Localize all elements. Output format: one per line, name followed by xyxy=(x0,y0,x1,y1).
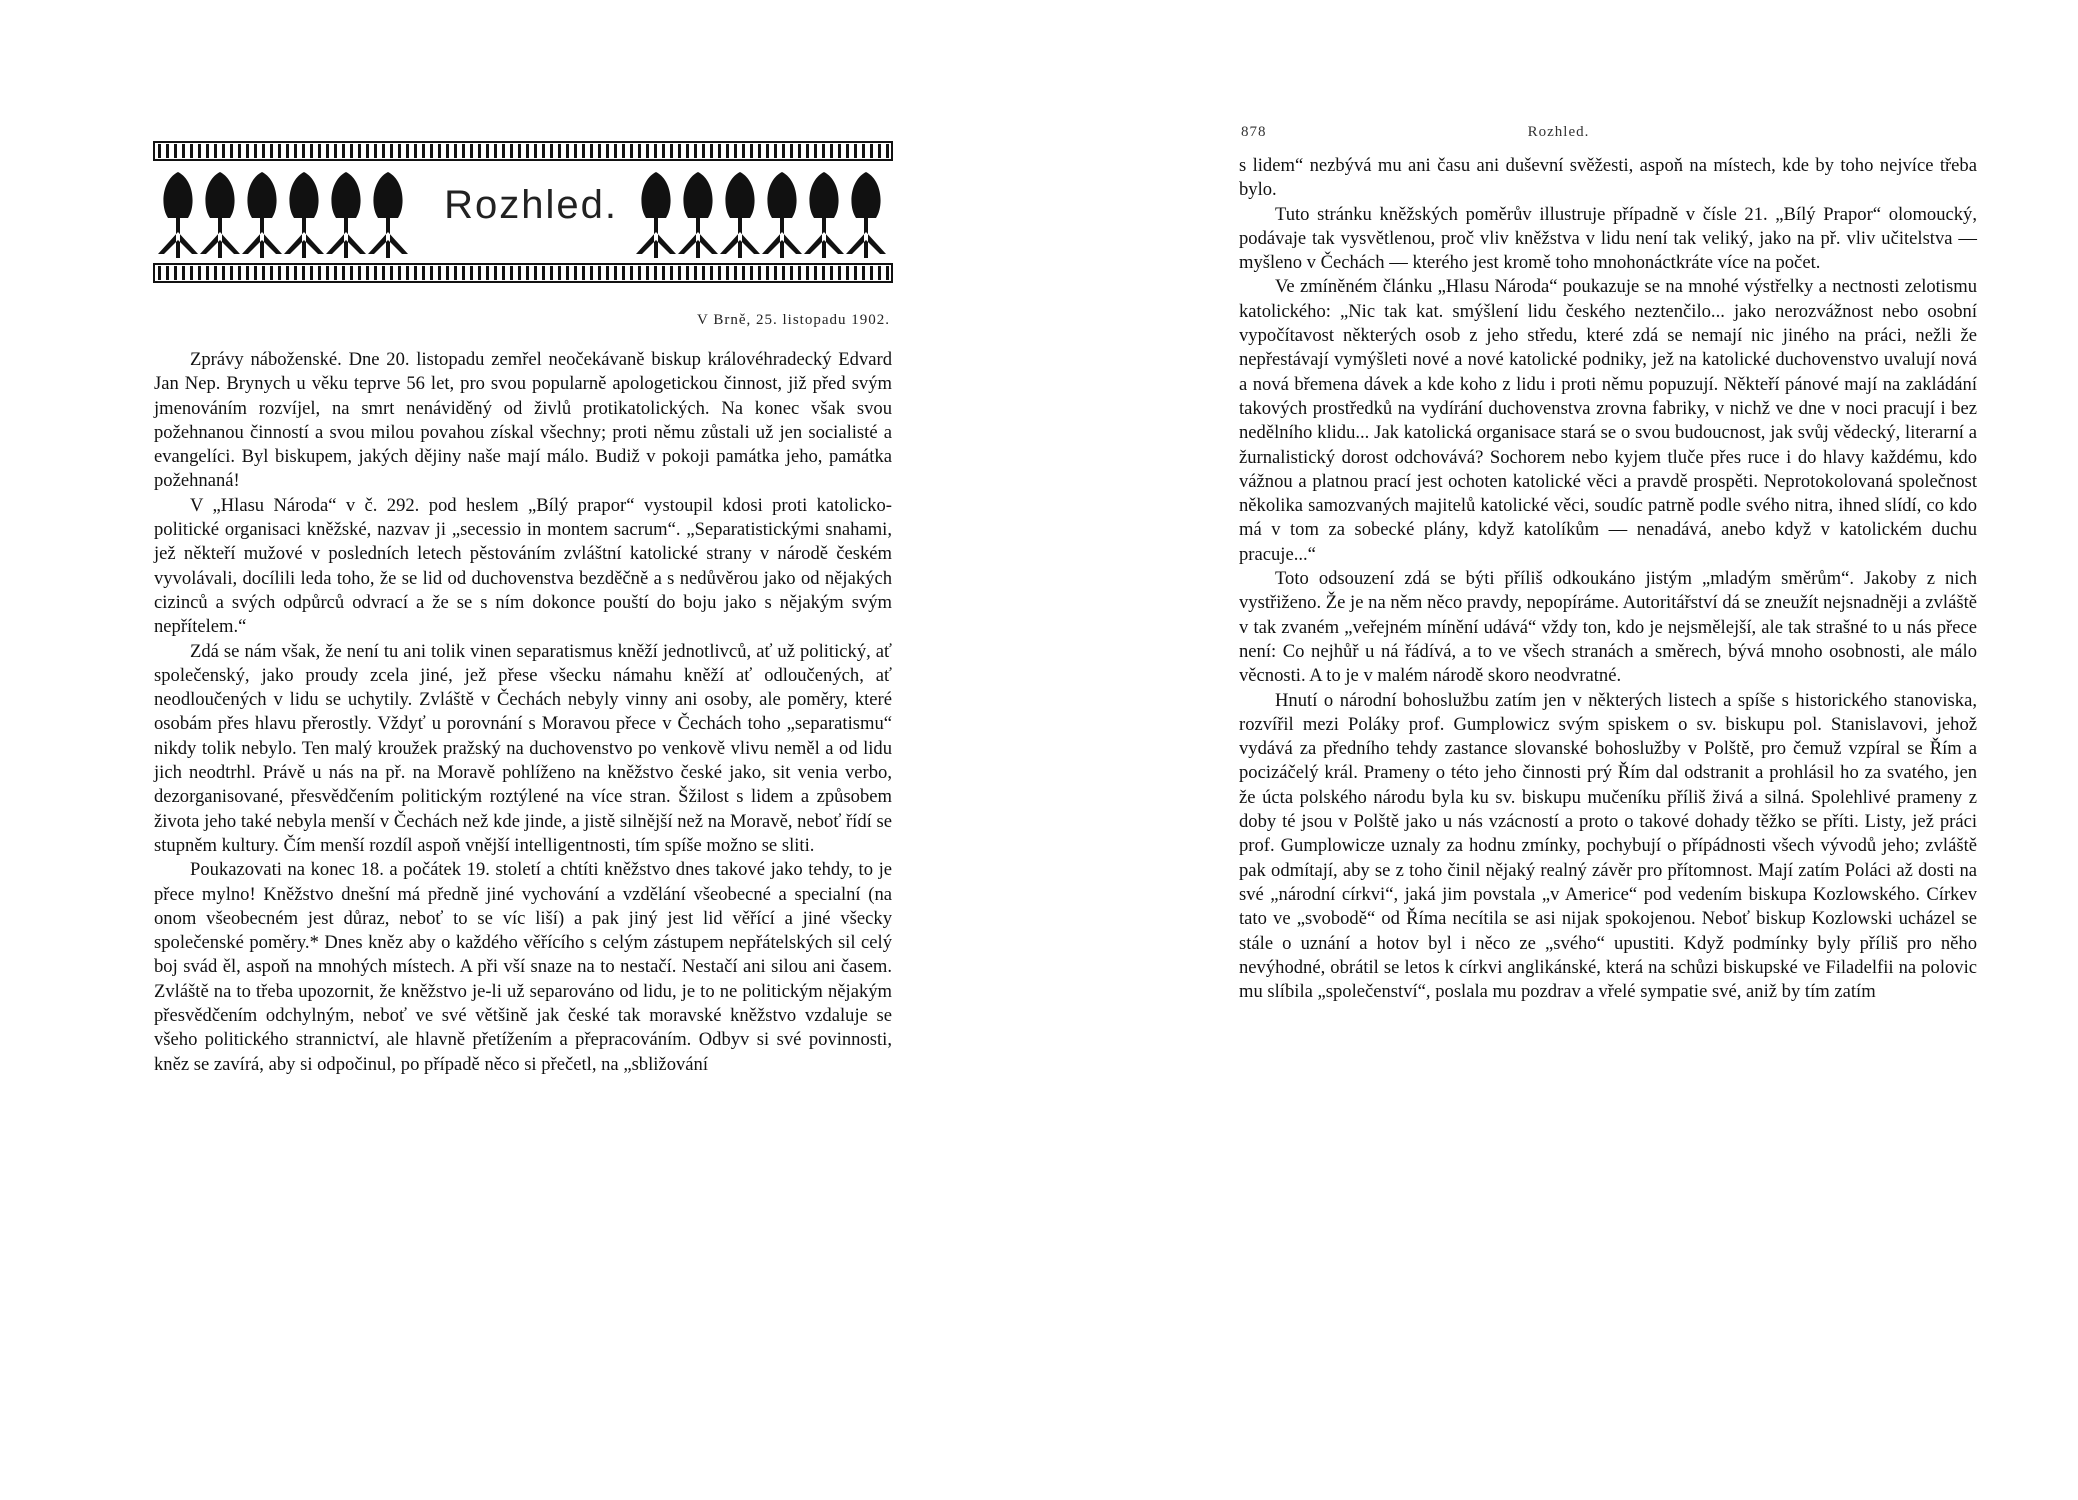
right-column-text xyxy=(1239,154,1977,1004)
paragraph: Ve zmíněném článku „Hlasu Národa“ poukazuje se na mnohé výstřelky a nectnosti zelotismu katolického: „Nic tak kat. smýšlení lidu českého neztenčilo... jako nerozvážnost nebo osobní vypočítavost některých osob z jeho středu, které zdá se nemají nic jiného na práci, nežli že nepřestávají vymýšleti nové a nové katolické podniky, jež na katolické duchovenstvo uvalují nová a nová břemena dávek a kde koho z lidu i proti němu popuzují. Někteří pánové mají na zakládání takových prostředků na vydírání duchovenstva zrovna fabriky, v nichž ve dne v noci pracují i bez nedělního klidu... Jak katolická organisace stará se o svou budoucnost, jak svůj vědecký, literarní a žurnalistický dorost odchovává? Sochorem nebo kyjem tluče přes ruce i do hlavy každému, kdo vážnou a platnou prací jest ochoten katolické věci a pravdě prospěti. Neprotokolovaná společnost několika samozvaných majitelů katolické věci, soudíc patrně podle svého nitra, ihned slídí, co kdo má v tom za sobecké plány, když katolíkům — nenadává, anebo když v katolickém duchu pracuje...“ xyxy=(1239,276,1977,565)
left-column-text xyxy=(154,348,892,1077)
paragraph: Toto odsouzení zdá se býti příliš odkoukáno jistým „mladým směrům“. Jakoby z nich vystřiženo. Že je na něm něco pravdy, nepopíráme. Autoritářství dá se zneužít nejsnadněji a zvláště v tak zvaném „veřejném mínění udává“ vždy ton, kdo je nejsmělejší, ale tak strašné to u nás přece není: Co nejhůř u ná řádívá, a to ve všech stranách a směrech, bývá mnoho osobnosti, ale málo věcnosti. A to je v malém národě skoro neodvratné. xyxy=(1239,568,1977,687)
right-page xyxy=(1039,0,2078,1500)
paragraph: Poukazovati na konec 18. a počátek 19. století a chtíti kněžstvo dnes takové jako tehdy, to je přece mylno! Kněžstvo dnešní má předně jiné vychování a vzdělání všeobecné a specialní (na onom všeobecném jest důraz, neboť to se víc liší) a pak jiný jest lid věřící a jiné všecky společenské poměry.* Dnes kněz aby o každého věřícího s celým zástupem nepřátelských sil celý boj svád ěl, aspoň na mnohých místech. A při vší snaze na to nestačí. Nestačí ani silou ani časem. Zvláště na to třeba upozornit, že kněžstvo je-li už separováno od lidu, je to ne politickým nějakým přesvědčením odchylným, neboť ve své většině jak české tak moravské kněžstvo vzdaluje se všeho politického strannictví, ale hlavně přetížením a přepracováním. Odbyv si své povinnosti, kněz se zavírá, aby si odpočinul, po případě něco si přečetl, na „sbližování xyxy=(154,859,892,1075)
paragraph: V „Hlasu Národa“ v č. 292. pod heslem „Bílý prapor“ vystoupil kdosi proti katolicko-politické organisaci kněžské, nazvav ji „secessio in montem sacrum“. „Separatistickými snahami, jež někteří mužové v posledních letech pěstováním zvláštní katolické strany v národě českém vyvolávali, docílili leda toho, že se lid od duchovenstva bezděčně a s nedůvěrou jako od nějakých cizinců a svých odpůrců odvrací a že se s ním dokonce pouští do boju jako s nějakým svým nepřítelem.“ xyxy=(154,494,892,638)
paragraph: Zdá se nám však, že není tu ani tolik vinen separatismus kněží jednotlivců, ať už politický, ať společenský, jako proudy zcela jiné, jež přese všecku námahu kněží ať odloučených, ať neodloučených v lidu se uchytily. Zvláště v Čechách nebyly vinny ani osoby, ale poměry, které osobám přes hlavu přerostly. Vždyť u porovnání s Moravou přece v Čechách toho „separatismu“ nikdy tolik nebylo. Ten malý kroužek pražský na duchovenstvo po venkově vlivu neměl a od lidu jich neodtrhl. Právě u nás na př. na Moravě pohlíženo na kněžstvo české jako, sit venia verbo, dezorganisované, přesvědčením politickým roztýlené na více stran. Šžilost s lidem a způsobem života jeho také nebyla menší v Čechách než kde jinde, a jistě silnější než na Moravě, neboť řídí se stupněm kultury. Čím menší rozdíl aspoň vnější intelligentnosti, tím spíše možno se sliti. xyxy=(154,640,892,856)
paragraph: Zprávy náboženské. Dne 20. listopadu zemřel neočekávaně biskup královéhradecký Edvard Jan Nep. Brynych u věku teprve 56 let, pro svou popularně apologetickou činnost, již před svým jmenováním rozvíjel, na smrt nenáviděný od živlů protikatolických. Na konec však svou požehnanou činností a svou milou povahou získal všechny; proti němu zůstali už jen socialisté a evangelíci. Byl biskupem, jakých dějiny naše mají málo. Budiž v pokoji památka jeho, památka požehnaná! xyxy=(154,349,892,492)
running-head: Rozhled. xyxy=(1527,124,1590,140)
page-number: 878 xyxy=(1241,124,1267,140)
paragraph: Tuto stránku kněžských poměrův illustruje případně v čísle 21. „Bílý Prapor“ olomoucký, podávaje tak vysvětlenou, proč vliv kněžstva v lidu není tak veliký, jako na př. vliv učitelstva — myšleno v Čechách — kterého jest kromě toho mnohonáctkráte více na počet. xyxy=(1239,203,1977,274)
paragraph: Hnutí o národní bohoslužbu zatím jen v některých listech a spíše s historického stanoviska, rozvířil mezi Poláky prof. Gumplowicz svým spiskem o sv. biskupu pol. Stanislavovi, jehož vydává za předního tehdy zastance slovanské bohoslužby v Polště, pro čemuž vzpíral se Řím a pocizáčelý král. Prameny o této jeho činnosti prý Řím dal odstranit a prohlásil ho za svatého, jen že úcta polského národu byla ku sv. biskupu mučeníku příliš živá a silná. Spolehlivé prameny z doby té jsou v Polště jako u nás vzácností a proto o takové dohady těžko se příti. Listy, jež práci prof. Gumplowicze uznaly za hodnu zmínky, pochybují o přípádnosti všech vývodů jeho; zvláště pak odmítají, aby se z toho činil nějaký realný závěr pro přítomnost. Mají zatím Poláci až dosti na své „národní církvi“, jaká jim povstala „v Americe“ pod vedením biskupa Kozlowského. Církev tato ve „svobodě“ od Říma necítila se asi nijak spokojenou. Neboť biskup Kozlowski ucházel se stále o uznání a hotov byl i něco ze „svého“ upustiti. Když podmínky byly příliš pro něho nevýhodné, obrátil se letos k církvi anglikánské, která na schůzi biskupské ve Filadelfii na polovic mu slíbila „společenství“, poslala mu pozdrav a vřelé sympatie své, aniž by tím zatím xyxy=(1239,689,1977,1003)
dateline: V Brně, 25. listopadu 1902. xyxy=(697,312,890,328)
section-title: Rozhled. xyxy=(438,176,624,234)
paragraph: s lidem“ nezbývá mu ani času ani duševní svěžesti, aspoň na místech, kde by toho nejvíce třeba bylo. xyxy=(1239,155,1977,201)
